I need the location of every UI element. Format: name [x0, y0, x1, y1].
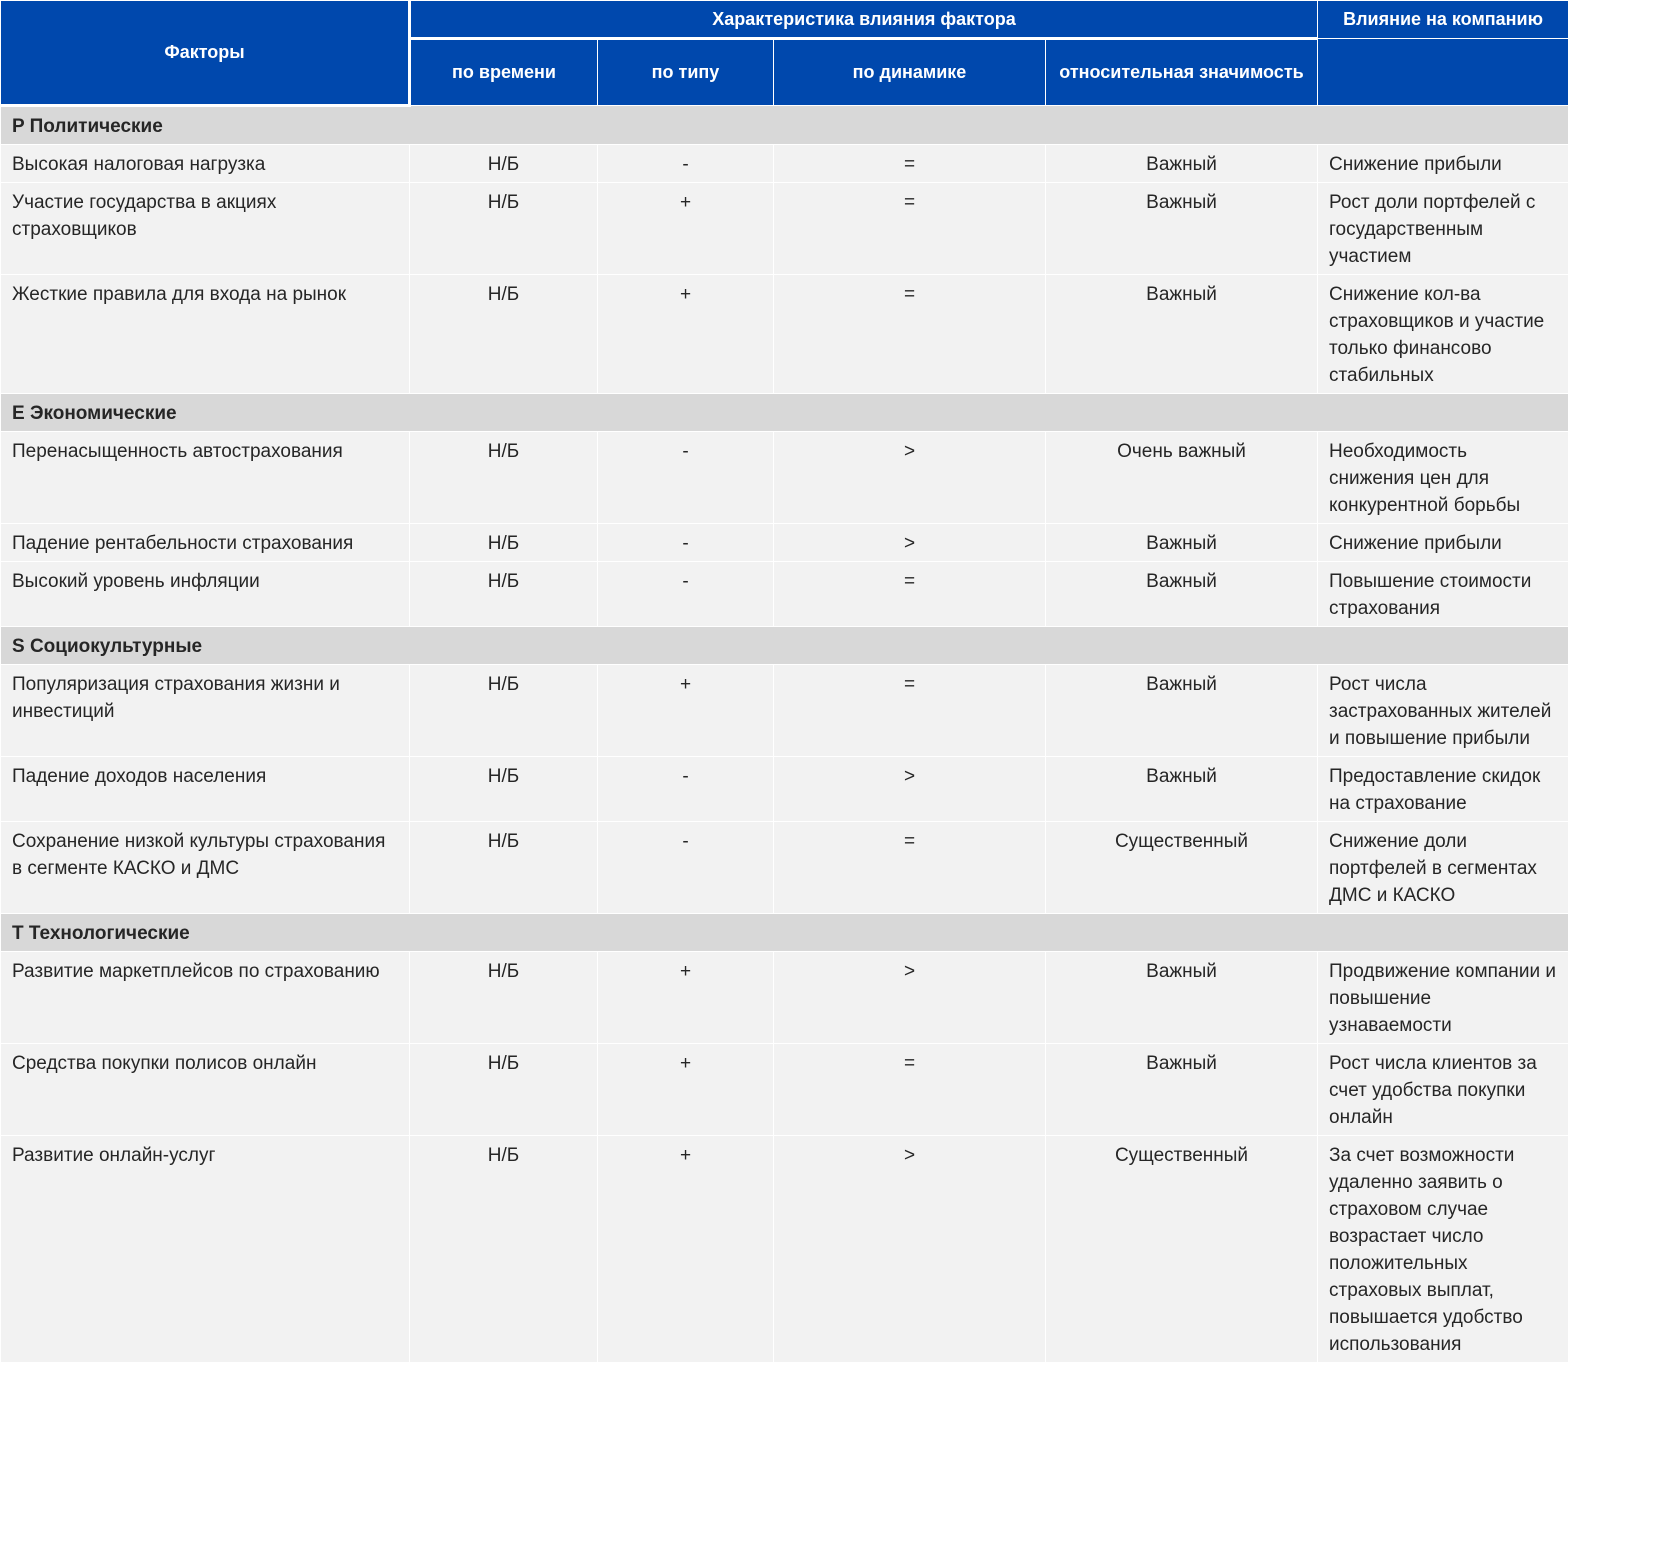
- importance-cell: Существенный: [1046, 822, 1318, 914]
- header-factors: Факторы: [1, 1, 410, 106]
- table-row: [1, 275, 1569, 394]
- table-row: [1, 757, 1569, 822]
- dynamics-cell: =: [774, 562, 1046, 627]
- type-cell: +: [598, 183, 774, 275]
- type-cell: +: [598, 952, 774, 1044]
- type-cell: -: [598, 524, 774, 562]
- type-cell: -: [598, 432, 774, 524]
- factor-cell: Высокая налоговая нагрузка: [1, 145, 410, 183]
- table-row: [1, 1136, 1569, 1363]
- time-cell: Н/Б: [410, 145, 598, 183]
- time-cell: Н/Б: [410, 562, 598, 627]
- time-cell: Н/Б: [410, 822, 598, 914]
- importance-cell: Важный: [1046, 757, 1318, 822]
- type-cell: +: [598, 275, 774, 394]
- impact-cell: За счет возможности удаленно заявить о страховом случае возрастает число положительных страховых выплат, повышается удобство использования: [1318, 1136, 1569, 1363]
- impact-cell: Рост числа клиентов за счет удобства покупки онлайн: [1318, 1044, 1569, 1136]
- time-cell: Н/Б: [410, 432, 598, 524]
- factor-cell: Падение доходов населения: [1, 757, 410, 822]
- time-cell: Н/Б: [410, 665, 598, 757]
- type-cell: +: [598, 665, 774, 757]
- dynamics-cell: >: [774, 757, 1046, 822]
- factor-cell: Популяризация страхования жизни и инвестиций: [1, 665, 410, 757]
- factor-cell: Перенасыщенность автострахования: [1, 432, 410, 524]
- header-by-dynamics: по динамике: [774, 39, 1046, 106]
- importance-cell: Важный: [1046, 1044, 1318, 1136]
- factor-cell: Участие государства в акциях страховщиков: [1, 183, 410, 275]
- time-cell: Н/Б: [410, 952, 598, 1044]
- importance-cell: Существенный: [1046, 1136, 1318, 1363]
- impact-cell: Повышение стоимости страхования: [1318, 562, 1569, 627]
- table-row: [1, 952, 1569, 1044]
- type-cell: -: [598, 822, 774, 914]
- table-row: [1, 1044, 1569, 1136]
- factor-cell: Падение рентабельности страхования: [1, 524, 410, 562]
- impact-cell: Снижение прибыли: [1318, 145, 1569, 183]
- impact-cell: Рост доли портфелей с государственным участием: [1318, 183, 1569, 275]
- section-title: P Политические: [1, 106, 1569, 145]
- impact-cell: Рост числа застрахованных жителей и повышение прибыли: [1318, 665, 1569, 757]
- importance-cell: Важный: [1046, 183, 1318, 275]
- impact-cell: Продвижение компании и повышение узнаваемости: [1318, 952, 1569, 1044]
- table-row: [1, 524, 1569, 562]
- header-relative-importance: относительная значимость: [1046, 39, 1318, 106]
- table-header: [1, 1, 1569, 106]
- time-cell: Н/Б: [410, 1136, 598, 1363]
- section-title: S Социокультурные: [1, 627, 1569, 665]
- time-cell: Н/Б: [410, 757, 598, 822]
- type-cell: +: [598, 1044, 774, 1136]
- importance-cell: Важный: [1046, 524, 1318, 562]
- header-influence-characteristic: Характеристика влияния фактора: [410, 1, 1318, 39]
- importance-cell: Важный: [1046, 952, 1318, 1044]
- section-header-row: [1, 627, 1569, 665]
- impact-cell: Снижение доли портфелей в сегментах ДМС и КАСКО: [1318, 822, 1569, 914]
- importance-cell: Важный: [1046, 145, 1318, 183]
- dynamics-cell: =: [774, 665, 1046, 757]
- importance-cell: Очень важный: [1046, 432, 1318, 524]
- table-row: [1, 822, 1569, 914]
- factor-cell: Средства покупки полисов онлайн: [1, 1044, 410, 1136]
- section-title: E Экономические: [1, 394, 1569, 432]
- impact-cell: Снижение кол-ва страховщиков и участие только финансово стабильных: [1318, 275, 1569, 394]
- header-empty-cell: [1318, 39, 1569, 106]
- header-by-type: по типу: [598, 39, 774, 106]
- table-row: [1, 183, 1569, 275]
- table-row: [1, 562, 1569, 627]
- section-header-row: [1, 914, 1569, 952]
- impact-cell: Снижение прибыли: [1318, 524, 1569, 562]
- type-cell: +: [598, 1136, 774, 1363]
- table-row: [1, 145, 1569, 183]
- type-cell: -: [598, 757, 774, 822]
- dynamics-cell: =: [774, 275, 1046, 394]
- table-row: [1, 432, 1569, 524]
- time-cell: Н/Б: [410, 275, 598, 394]
- section-title: T Технологические: [1, 914, 1569, 952]
- dynamics-cell: =: [774, 1044, 1046, 1136]
- factor-cell: Жесткие правила для входа на рынок: [1, 275, 410, 394]
- table-body: [1, 106, 1569, 1363]
- dynamics-cell: >: [774, 952, 1046, 1044]
- factor-cell: Развитие маркетплейсов по страхованию: [1, 952, 410, 1044]
- time-cell: Н/Б: [410, 183, 598, 275]
- factor-cell: Развитие онлайн-услуг: [1, 1136, 410, 1363]
- factor-cell: Высокий уровень инфляции: [1, 562, 410, 627]
- type-cell: -: [598, 145, 774, 183]
- time-cell: Н/Б: [410, 1044, 598, 1136]
- dynamics-cell: >: [774, 1136, 1046, 1363]
- time-cell: Н/Б: [410, 524, 598, 562]
- dynamics-cell: >: [774, 524, 1046, 562]
- importance-cell: Важный: [1046, 562, 1318, 627]
- dynamics-cell: =: [774, 145, 1046, 183]
- importance-cell: Важный: [1046, 275, 1318, 394]
- section-header-row: [1, 106, 1569, 145]
- dynamics-cell: =: [774, 183, 1046, 275]
- dynamics-cell: >: [774, 432, 1046, 524]
- header-by-time: по времени: [410, 39, 598, 106]
- impact-cell: Предоставление скидок на страхование: [1318, 757, 1569, 822]
- dynamics-cell: =: [774, 822, 1046, 914]
- section-header-row: [1, 394, 1569, 432]
- header-company-influence: Влияние на компанию: [1318, 1, 1569, 39]
- table-row: [1, 665, 1569, 757]
- type-cell: -: [598, 562, 774, 627]
- impact-cell: Необходимость снижения цен для конкурентной борьбы: [1318, 432, 1569, 524]
- factor-cell: Сохранение низкой культуры страхования в сегменте КАСКО и ДМС: [1, 822, 410, 914]
- importance-cell: Важный: [1046, 665, 1318, 757]
